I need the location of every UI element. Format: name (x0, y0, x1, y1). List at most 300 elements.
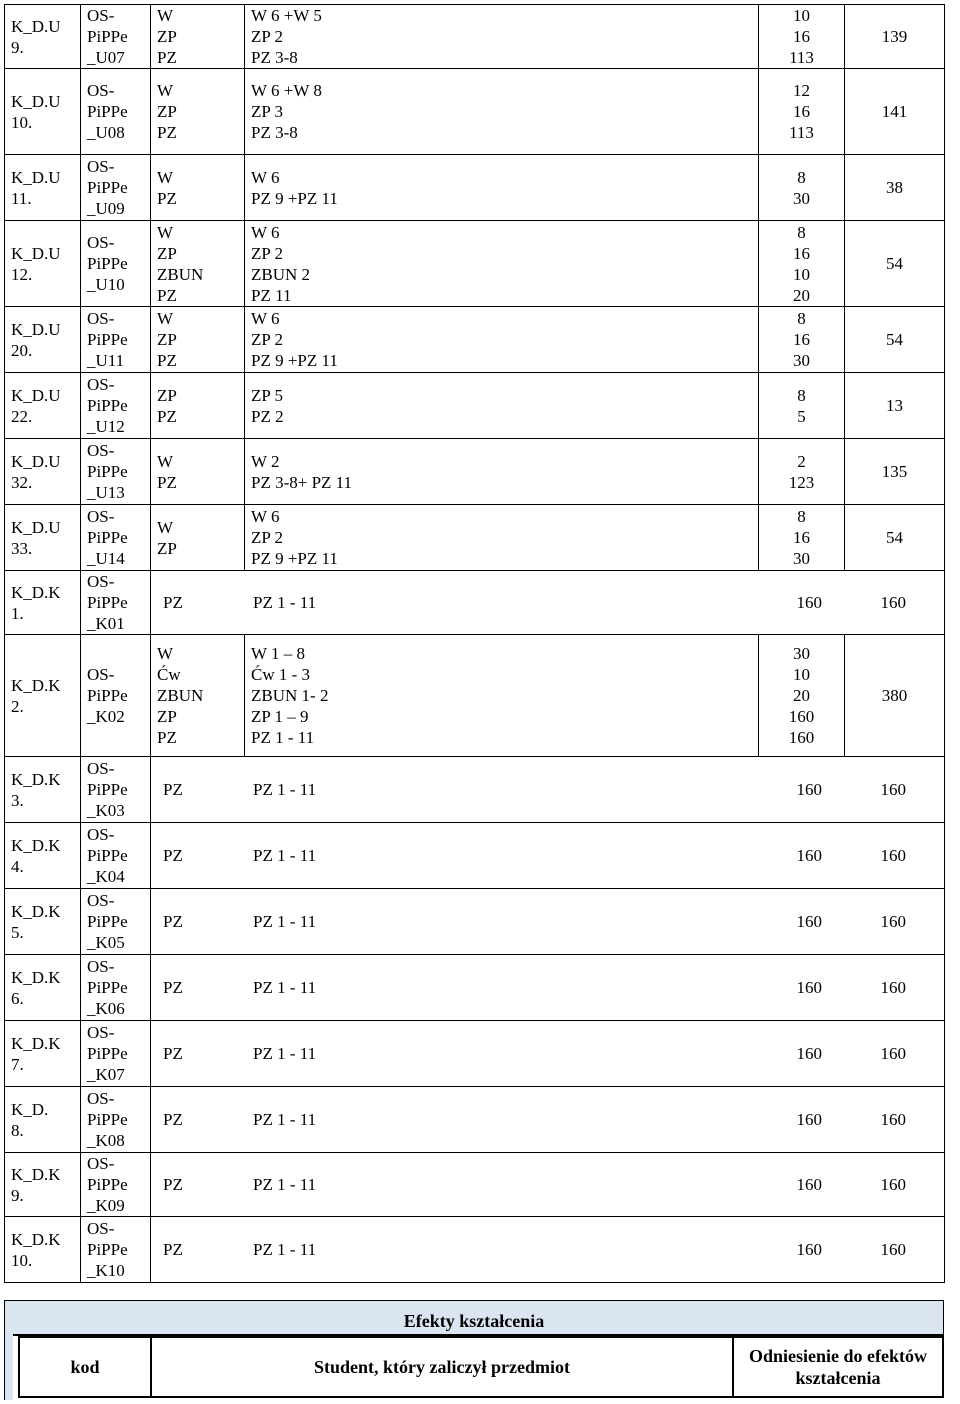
merged-row-content (157, 977, 938, 998)
hours-cell (759, 221, 845, 307)
os-code: OS- (87, 233, 115, 252)
table-row (5, 823, 945, 889)
hours-cell (759, 69, 845, 155)
table-row (5, 1021, 945, 1087)
table-row (5, 955, 945, 1021)
effect-code: K_D.K (11, 1033, 61, 1053)
teaching-forms-cell (151, 373, 245, 439)
effect-code-cell (5, 5, 81, 69)
class-numbers-cell (245, 69, 759, 155)
table-row (5, 5, 945, 69)
os-code-cell (81, 373, 151, 439)
teaching-form: W (157, 517, 174, 537)
hours-value: 16 (793, 102, 810, 121)
total-hours: 160 (880, 1110, 906, 1129)
class-numbers: ZP 1 – 9 (251, 707, 309, 726)
teaching-forms-cell (151, 155, 245, 221)
os-code-cell (81, 69, 151, 155)
os-code: OS- (87, 825, 115, 844)
hours-value: 8 (797, 309, 806, 328)
teaching-form: W (157, 309, 174, 328)
table-row (5, 1217, 945, 1283)
os-code: PiPPe (87, 330, 128, 349)
effect-code: K_D.U (11, 243, 61, 263)
os-code-cell (81, 155, 151, 221)
os-code: PiPPe (87, 396, 128, 415)
hours-value: 160 (788, 728, 815, 747)
merged-forms-cell (151, 757, 945, 823)
os-code-cell (81, 505, 151, 571)
os-code: OS- (87, 441, 115, 460)
class-numbers: PZ 1 - 11 (253, 1110, 317, 1129)
effect-code-cell (5, 1217, 81, 1283)
os-code: OS- (87, 957, 115, 976)
total-hours: 13 (886, 396, 903, 415)
os-code: OS- (87, 891, 115, 910)
os-code: PiPPe (87, 102, 128, 121)
os-code: _U08 (87, 123, 125, 142)
class-numbers: PZ 9 +PZ 11 (251, 188, 338, 208)
hours-value: 20 (793, 285, 810, 305)
class-numbers: W 6 (251, 507, 280, 526)
os-code: OS- (87, 1219, 115, 1238)
column-header-kod: kod (18, 1336, 152, 1398)
teaching-forms-cell (151, 5, 245, 69)
teaching-form: ZP (157, 330, 177, 349)
table-row (5, 635, 945, 757)
os-code: PiPPe (87, 1240, 128, 1259)
effect-code: K_D.K (11, 901, 61, 921)
teaching-form: PZ (157, 285, 177, 305)
total-hours: 160 (880, 1044, 906, 1063)
odniesienie-line: kształcenia (795, 1368, 881, 1388)
os-code: PiPPe (87, 780, 128, 799)
os-code: OS- (87, 572, 115, 591)
class-numbers: W 6 +W 8 (251, 81, 322, 100)
effect-code: K_D.K (11, 675, 61, 695)
os-code: OS- (87, 1154, 115, 1173)
merged-row-content (157, 1174, 938, 1195)
class-numbers: ZP 5 (251, 385, 283, 405)
column-header-student: Student, który zaliczył przedmiot (150, 1336, 734, 1398)
total-hours: 160 (880, 978, 906, 997)
os-code: PiPPe (87, 27, 128, 46)
teaching-form: PZ (163, 978, 183, 997)
total-hours-cell (845, 439, 945, 505)
teaching-forms-cell (151, 635, 245, 757)
effect-code: K_D.K (11, 769, 61, 789)
table-row (5, 155, 945, 221)
teaching-form: W (157, 81, 174, 100)
table-row (5, 757, 945, 823)
effect-code-cell (5, 439, 81, 505)
total-hours: 38 (886, 178, 903, 197)
teaching-form: PZ (163, 1240, 183, 1259)
class-numbers: PZ 2 (251, 406, 284, 426)
class-numbers: PZ 9 +PZ 11 (251, 549, 338, 568)
hours-value: 2 (797, 451, 806, 471)
os-code: _U09 (87, 199, 125, 218)
os-code: _U10 (87, 275, 125, 294)
effect-code: K_D.U (11, 517, 61, 537)
hours-value: 160 (796, 1175, 822, 1194)
os-code: PiPPe (87, 912, 128, 931)
class-numbers: PZ 1 - 11 (253, 1240, 317, 1259)
table-row (5, 1153, 945, 1217)
merged-forms-cell (151, 1217, 945, 1283)
hours-value: 10 (793, 6, 810, 25)
hours-value: 8 (797, 385, 806, 405)
column-header-odniesienie (732, 1336, 944, 1398)
section-title: Efekty kształcenia (4, 1300, 944, 1336)
effect-code: K_D.K (11, 835, 61, 855)
hours-value: 160 (796, 912, 822, 931)
os-code: PiPPe (87, 178, 128, 197)
effect-code-cell (5, 307, 81, 373)
os-code: _K09 (87, 1196, 125, 1215)
effect-code-cell (5, 155, 81, 221)
os-code: PiPPe (87, 1044, 128, 1063)
class-numbers-cell (245, 155, 759, 221)
effect-code: K_D.K (11, 582, 61, 602)
os-code: PiPPe (87, 846, 128, 865)
hours-value: 8 (797, 167, 806, 187)
os-code: _U14 (87, 549, 125, 568)
total-hours: 160 (880, 593, 906, 612)
table-row (5, 69, 945, 155)
effect-code: K_D.K (11, 967, 61, 987)
effect-code-cell (5, 505, 81, 571)
total-hours: 160 (880, 1240, 906, 1259)
effect-code: 10. (11, 112, 33, 132)
odniesienie-line: Odniesienie do efektów (749, 1346, 927, 1366)
total-hours-cell (845, 69, 945, 155)
effect-code: 12. (11, 264, 33, 284)
os-code: OS- (87, 759, 115, 778)
os-code: OS- (87, 665, 115, 684)
os-code-cell (81, 571, 151, 635)
teaching-form: PZ (163, 593, 183, 612)
class-numbers: ZBUN 1- 2 (251, 686, 329, 705)
class-numbers: PZ 3-8 (251, 48, 298, 67)
os-code: PiPPe (87, 593, 128, 612)
teaching-form: ZBUN (157, 264, 204, 284)
effect-code: 8. (11, 1120, 24, 1140)
hours-value: 20 (793, 686, 810, 705)
class-numbers: W 2 (251, 451, 280, 471)
os-code: _K08 (87, 1131, 125, 1150)
os-code: OS- (87, 375, 115, 394)
effect-code: 22. (11, 406, 33, 426)
os-code: _U11 (87, 351, 125, 370)
class-numbers: ZP 3 (251, 102, 283, 121)
teaching-form: ZP (157, 27, 177, 46)
class-numbers: PZ 1 - 11 (253, 593, 317, 612)
teaching-form: PZ (157, 188, 177, 208)
hours-value: 123 (788, 472, 815, 492)
hours-value: 160 (796, 1044, 822, 1063)
effect-code: K_D. (11, 1099, 49, 1119)
os-code: OS- (87, 6, 115, 25)
merged-forms-cell (151, 1153, 945, 1217)
os-code: _K04 (87, 867, 125, 886)
merged-forms-cell (151, 889, 945, 955)
teaching-forms-cell (151, 69, 245, 155)
effect-code-cell (5, 1087, 81, 1153)
hours-value: 16 (793, 243, 810, 263)
os-code: PiPPe (87, 1110, 128, 1129)
total-hours-cell (845, 505, 945, 571)
effect-code: 7. (11, 1054, 24, 1074)
merged-forms-cell (151, 571, 945, 635)
effect-code-cell (5, 1021, 81, 1087)
teaching-form: W (157, 6, 174, 25)
os-code: PiPPe (87, 1175, 128, 1194)
table-row (5, 221, 945, 307)
total-hours-cell (845, 221, 945, 307)
class-numbers: ZP 2 (251, 528, 283, 547)
hours-value: 30 (793, 351, 810, 370)
table-row (5, 439, 945, 505)
table-row (5, 571, 945, 635)
teaching-form: PZ (157, 728, 177, 747)
os-code: OS- (87, 1089, 115, 1108)
class-numbers: PZ 1 - 11 (253, 846, 317, 865)
merged-forms-cell (151, 1087, 945, 1153)
effect-code-cell (5, 1153, 81, 1217)
os-code-cell (81, 221, 151, 307)
effect-code-cell (5, 221, 81, 307)
class-numbers: W 6 (251, 309, 280, 328)
teaching-form: ZP (157, 243, 177, 263)
table-row (5, 373, 945, 439)
os-code: _K06 (87, 999, 125, 1018)
os-code: PiPPe (87, 978, 128, 997)
effect-code: K_D.K (11, 1229, 61, 1249)
hours-value: 10 (793, 264, 810, 284)
class-numbers: PZ 9 +PZ 11 (251, 351, 338, 370)
teaching-form: W (157, 451, 174, 471)
hours-cell (759, 439, 845, 505)
merged-row-content (157, 845, 938, 866)
os-code: _K02 (87, 707, 125, 726)
teaching-form: W (157, 222, 174, 242)
effect-code: 33. (11, 538, 33, 558)
os-code: _K07 (87, 1065, 125, 1084)
effect-code: 3. (11, 790, 24, 810)
class-numbers: PZ 3-8 (251, 123, 298, 142)
class-numbers: PZ 3-8+ PZ 11 (251, 472, 353, 492)
hours-cell (759, 307, 845, 373)
hours-value: 160 (796, 1240, 822, 1259)
hours-value: 30 (793, 644, 810, 663)
os-code-cell (81, 757, 151, 823)
os-code: _K05 (87, 933, 125, 952)
hours-value: 160 (796, 593, 822, 612)
os-code: OS- (87, 157, 115, 176)
hours-value: 160 (796, 1110, 822, 1129)
effect-code: K_D.U (11, 91, 61, 111)
os-code: _U13 (87, 483, 125, 502)
teaching-form: PZ (163, 780, 183, 799)
teaching-form: PZ (157, 351, 177, 370)
total-hours: 160 (880, 846, 906, 865)
os-code: PiPPe (87, 528, 128, 547)
hours-cell (759, 635, 845, 757)
table-footer-header (4, 1300, 944, 1402)
os-code: OS- (87, 1023, 115, 1042)
merged-row-content (157, 1109, 938, 1130)
class-numbers-cell (245, 5, 759, 69)
class-numbers: PZ 1 - 11 (253, 1175, 317, 1194)
hours-value: 160 (788, 707, 815, 726)
header-left-strip (4, 1334, 13, 1400)
class-numbers-cell (245, 505, 759, 571)
merged-row-content (157, 779, 938, 800)
os-code: _K03 (87, 801, 125, 820)
learning-outcomes-table (4, 4, 945, 1283)
table-row (5, 307, 945, 373)
os-code-cell (81, 889, 151, 955)
class-numbers: PZ 11 (251, 285, 292, 305)
teaching-form: PZ (163, 1175, 183, 1194)
merged-forms-cell (151, 955, 945, 1021)
merged-row-content (157, 1043, 938, 1064)
os-code: _U12 (87, 417, 125, 436)
class-numbers: PZ 1 - 11 (253, 780, 317, 799)
table-row (5, 889, 945, 955)
teaching-form: PZ (163, 912, 183, 931)
effect-code: 5. (11, 922, 24, 942)
total-hours: 54 (886, 330, 903, 349)
total-hours-cell (845, 373, 945, 439)
os-code: OS- (87, 309, 115, 328)
column-header-row (18, 1336, 944, 1398)
hours-cell (759, 155, 845, 221)
merged-row-content (157, 592, 938, 613)
hours-value: 16 (793, 330, 810, 349)
effect-code-cell (5, 955, 81, 1021)
os-code: _U07 (87, 48, 125, 67)
class-numbers: W 6 (251, 167, 280, 187)
os-code: OS- (87, 81, 115, 100)
total-hours: 54 (886, 254, 903, 273)
teaching-form: ZP (157, 538, 177, 558)
total-hours: 160 (880, 780, 906, 799)
os-code-cell (81, 1021, 151, 1087)
effect-code: 9. (11, 1185, 24, 1205)
effect-code-cell (5, 69, 81, 155)
effect-code: 2. (11, 696, 24, 716)
hours-value: 8 (797, 507, 806, 526)
total-hours-cell (845, 5, 945, 69)
merged-forms-cell (151, 823, 945, 889)
class-numbers-cell (245, 373, 759, 439)
os-code-cell (81, 1153, 151, 1217)
teaching-forms-cell (151, 221, 245, 307)
effect-code: 11. (11, 188, 32, 208)
teaching-form: PZ (157, 472, 177, 492)
teaching-form: Ćw (157, 665, 181, 684)
hours-cell (759, 505, 845, 571)
hours-value: 12 (793, 81, 810, 100)
total-hours: 380 (881, 686, 908, 705)
class-numbers: ZP 2 (251, 243, 283, 263)
hours-cell (759, 5, 845, 69)
hours-value: 113 (789, 123, 814, 142)
table-row (5, 505, 945, 571)
hours-value: 160 (796, 780, 822, 799)
total-hours-cell (845, 307, 945, 373)
effect-code-cell (5, 571, 81, 635)
class-numbers-cell (245, 307, 759, 373)
os-code: OS- (87, 507, 115, 526)
total-hours: 160 (880, 912, 906, 931)
class-numbers: W 6 (251, 222, 280, 242)
hours-cell (759, 373, 845, 439)
effect-code: K_D.U (11, 16, 61, 36)
effect-code: K_D.U (11, 385, 61, 405)
class-numbers: PZ 1 - 11 (253, 978, 317, 997)
teaching-forms-cell (151, 505, 245, 571)
effect-code-cell (5, 757, 81, 823)
teaching-form: PZ (163, 846, 183, 865)
effect-code: 9. (11, 37, 24, 57)
class-numbers-cell (245, 439, 759, 505)
teaching-form: ZP (157, 385, 177, 405)
effect-code: 4. (11, 856, 24, 876)
class-numbers: PZ 1 - 11 (253, 912, 317, 931)
total-hours: 160 (880, 1175, 906, 1194)
class-numbers: Ćw 1 - 3 (251, 665, 311, 684)
os-code: _K10 (87, 1261, 125, 1280)
total-hours-cell (845, 155, 945, 221)
os-code-cell (81, 5, 151, 69)
teaching-form: PZ (163, 1110, 183, 1129)
effect-code: 10. (11, 1250, 33, 1270)
teaching-form: PZ (157, 48, 177, 67)
os-code: PiPPe (87, 462, 128, 481)
effect-code: 32. (11, 472, 33, 492)
table-row (5, 1087, 945, 1153)
total-hours: 135 (881, 462, 908, 481)
teaching-forms-cell (151, 439, 245, 505)
os-code: PiPPe (87, 254, 128, 273)
effect-code: 20. (11, 340, 33, 360)
effect-code: K_D.U (11, 167, 61, 187)
os-code-cell (81, 1087, 151, 1153)
class-numbers: W 6 +W 5 (251, 6, 322, 25)
total-hours: 54 (886, 528, 903, 547)
effect-code-cell (5, 823, 81, 889)
total-hours: 139 (881, 27, 908, 46)
hours-value: 113 (789, 48, 814, 67)
teaching-form: W (157, 167, 174, 187)
os-code-cell (81, 307, 151, 373)
hours-value: 8 (797, 222, 806, 242)
effect-code: K_D.U (11, 319, 61, 339)
hours-value: 16 (793, 27, 810, 46)
effect-code-cell (5, 373, 81, 439)
teaching-form: ZP (157, 102, 177, 121)
merged-row-content (157, 911, 938, 932)
class-numbers: ZP 2 (251, 27, 283, 46)
teaching-forms-cell (151, 307, 245, 373)
total-hours: 141 (881, 102, 908, 121)
hours-value: 160 (796, 978, 822, 997)
os-code-cell (81, 1217, 151, 1283)
os-code-cell (81, 955, 151, 1021)
